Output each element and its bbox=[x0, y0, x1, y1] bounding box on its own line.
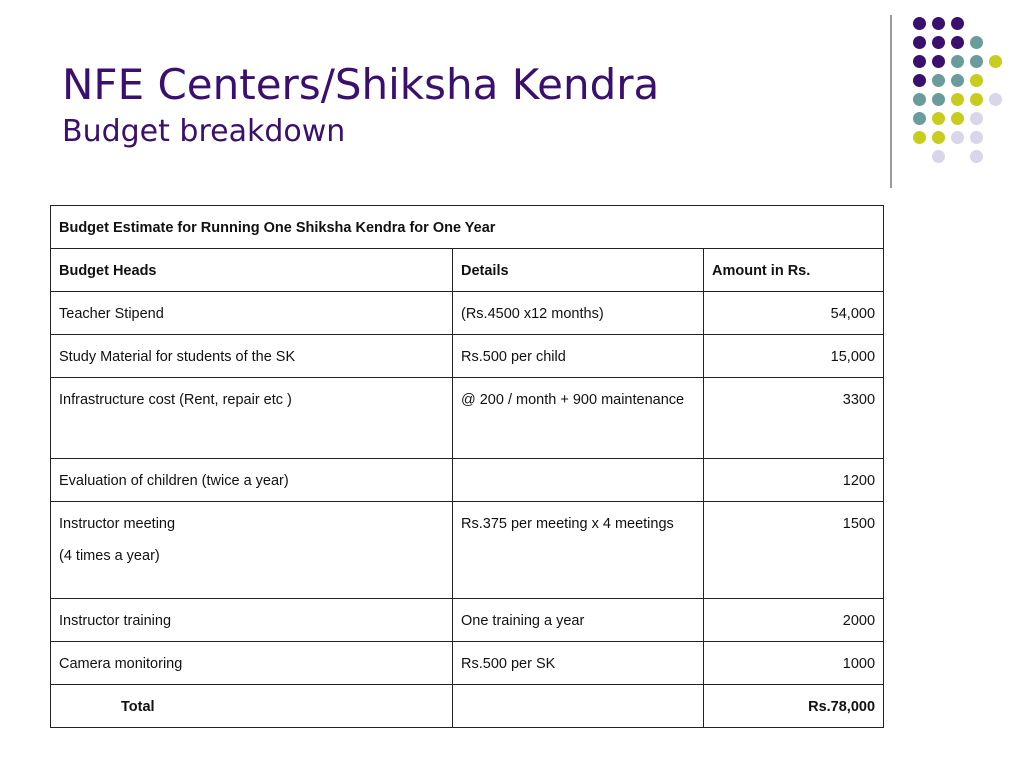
decorative-dot bbox=[913, 112, 926, 125]
details-cell bbox=[453, 459, 704, 502]
slide-subtitle: Budget breakdown bbox=[62, 114, 346, 149]
budget-table bbox=[50, 205, 884, 728]
table-row bbox=[51, 378, 884, 459]
table-caption-row bbox=[51, 206, 884, 249]
decorative-dot bbox=[951, 55, 964, 68]
decorative-dot bbox=[932, 131, 945, 144]
budget-head-cell: Teacher Stipend bbox=[51, 292, 453, 335]
details-cell: Rs.375 per meeting x 4 meetings bbox=[453, 502, 704, 599]
amount-cell: 1000 bbox=[704, 642, 884, 685]
decorative-dot bbox=[932, 55, 945, 68]
decorative-dot bbox=[913, 55, 926, 68]
table-row bbox=[51, 459, 884, 502]
divider-line bbox=[890, 15, 892, 188]
table-row bbox=[51, 502, 884, 599]
decorative-dot bbox=[932, 17, 945, 30]
table-row bbox=[51, 335, 884, 378]
details-cell: Rs.500 per child bbox=[453, 335, 704, 378]
amount-cell: 2000 bbox=[704, 599, 884, 642]
slide-title: NFE Centers/Shiksha Kendra bbox=[62, 60, 660, 109]
budget-head-line2: (4 times a year) bbox=[59, 548, 160, 564]
decorative-dot bbox=[989, 93, 1002, 106]
amount-cell: 3300 bbox=[704, 378, 884, 459]
decorative-dot bbox=[932, 112, 945, 125]
decorative-dot bbox=[913, 36, 926, 49]
budget-head-cell: Study Material for students of the SK bbox=[51, 335, 453, 378]
header-budget-heads: Budget Heads bbox=[51, 249, 453, 292]
header-amount: Amount in Rs. bbox=[704, 249, 884, 292]
decorative-dot bbox=[913, 17, 926, 30]
header-details: Details bbox=[453, 249, 704, 292]
table-caption: Budget Estimate for Running One Shiksha Kendra for One Year bbox=[51, 206, 884, 249]
table-header-row bbox=[51, 249, 884, 292]
details-cell: One training a year bbox=[453, 599, 704, 642]
budget-head-cell: Instructor training bbox=[51, 599, 453, 642]
decorative-dot bbox=[913, 74, 926, 87]
decorative-dot bbox=[970, 131, 983, 144]
decorative-dot bbox=[951, 74, 964, 87]
table-row bbox=[51, 292, 884, 335]
total-label: Total bbox=[51, 685, 453, 728]
decorative-dot bbox=[913, 131, 926, 144]
details-cell: (Rs.4500 x12 months) bbox=[453, 292, 704, 335]
amount-cell: 1200 bbox=[704, 459, 884, 502]
table-row bbox=[51, 599, 884, 642]
amount-cell: 54,000 bbox=[704, 292, 884, 335]
decorative-dot bbox=[951, 131, 964, 144]
budget-head-cell bbox=[51, 502, 453, 599]
decorative-dot bbox=[932, 36, 945, 49]
amount-cell: 1500 bbox=[704, 502, 884, 599]
decorative-dot bbox=[913, 93, 926, 106]
table-total-row bbox=[51, 685, 884, 728]
table-row bbox=[51, 642, 884, 685]
decorative-dot bbox=[970, 74, 983, 87]
decorative-dot bbox=[932, 150, 945, 163]
budget-head-line1: Instructor meeting bbox=[59, 516, 176, 532]
budget-head-cell: Camera monitoring bbox=[51, 642, 453, 685]
decorative-dot bbox=[951, 36, 964, 49]
decorative-dot bbox=[951, 93, 964, 106]
decorative-dot bbox=[932, 93, 945, 106]
decorative-dot bbox=[970, 36, 983, 49]
decorative-dot bbox=[970, 93, 983, 106]
amount-cell: 15,000 bbox=[704, 335, 884, 378]
decorative-dot bbox=[932, 74, 945, 87]
total-amount: Rs.78,000 bbox=[704, 685, 884, 728]
decorative-dot bbox=[989, 55, 1002, 68]
budget-head-cell: Infrastructure cost (Rent, repair etc ) bbox=[51, 378, 453, 459]
decorative-dot bbox=[951, 112, 964, 125]
decorative-dot bbox=[970, 150, 983, 163]
decorative-dot bbox=[970, 112, 983, 125]
total-details-cell bbox=[453, 685, 704, 728]
decorative-dot bbox=[951, 17, 964, 30]
details-cell: Rs.500 per SK bbox=[453, 642, 704, 685]
decorative-dot bbox=[970, 55, 983, 68]
budget-head-cell: Evaluation of children (twice a year) bbox=[51, 459, 453, 502]
details-cell: @ 200 / month + 900 maintenance bbox=[453, 378, 704, 459]
